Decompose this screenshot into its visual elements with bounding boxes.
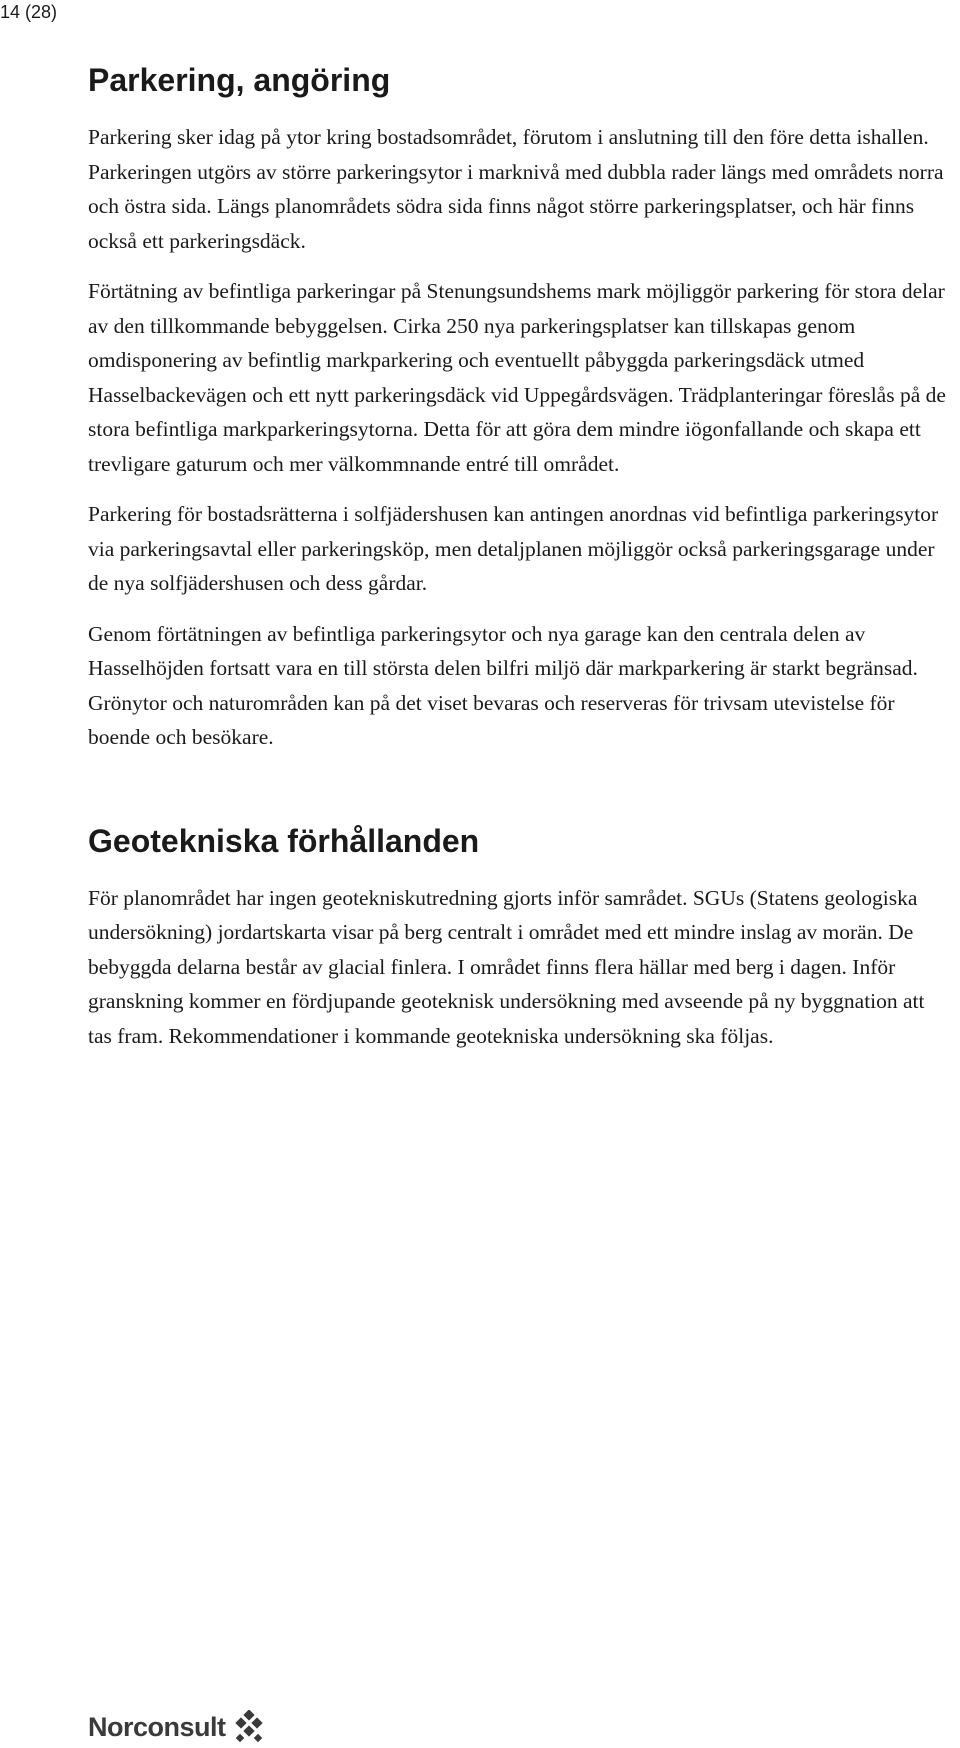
norconsult-diamond-logo-icon (232, 1710, 266, 1744)
logo-wordmark: Norconsult (88, 1711, 226, 1742)
page-number: 14 (28) (0, 2, 58, 22)
paragraph-parking-condominiums: Parkering för bostadsrätterna i solfjädershusen kan antingen anordnas vid befintliga parkeringsytor via parkeringsavtal eller parkeringsköp, men detaljplanen möjliggör också parkeringsgarage under de nya solfjädershusen och dess gårdar. (88, 502, 939, 595)
document-body (88, 60, 948, 1069)
paragraph-geotechnical: För planområdet har ingen geotekniskutredning gjorts inför samrådet. SGUs (Statens geologiska undersökning) jordartskarta visar på berg centralt i området med ett mindre inslag av morän. De bebyggda delarna består av glacial finlera. I området finns flera hällar med berg i dagen. Inför granskning kommer en fördjupande geoteknisk undersökning med avseende på ny byggnation att tas fram. Rekommendationer i kommande geotekniska undersökning ska följas. (88, 885, 925, 1048)
paragraph-parking-current: Parkering sker idag på ytor kring bostadsområdet, förutom i anslutning till den före detta ishallen. Parkeringen utgörs av större parkeringsytor i marknivå med dubbla rader längs med områdets norra och östra sida. Längs planområdets södra sida finns något större parkeringsplatser, och här finns också ett parkeringsdäck. (88, 125, 944, 253)
paragraph-parking-densification: Förtätning av befintliga parkeringar på Stenungsundshems mark möjliggör parkering för stora delar av den tillkommande bebyggelsen. Cirka 250 nya parkeringsplatser kan tillskapas genom omdisponering av befintlig markparkering och eventuellt påbyggda parkeringsdäck utmed Hasselbackevägen och ett nytt parkeringsdäck vid Uppegårdsvägen. Trädplanteringar föreslås på de stora befintliga markparkeringsytorna. Detta för att göra dem mindre iögonfallande och skapa ett trevligare gaturum och mer välkommnande entré till området. (88, 279, 946, 476)
section-heading-geotechnical: Geotekniska förhållanden (88, 822, 480, 859)
section-heading-parking: Parkering, angöring (88, 62, 391, 98)
footer-logo (88, 1710, 266, 1744)
paragraph-parking-car-free: Genom förtätningen av befintliga parkeringsytor och nya garage kan den centrala delen av Hasselhöjden fortsatt vara en till största delen bilfri miljö där markparkering är starkt begränsad. Grönytor och naturområden kan på det viset bevaras och reserveras för trivsam utevistelse för boende och besökare. (88, 621, 918, 749)
